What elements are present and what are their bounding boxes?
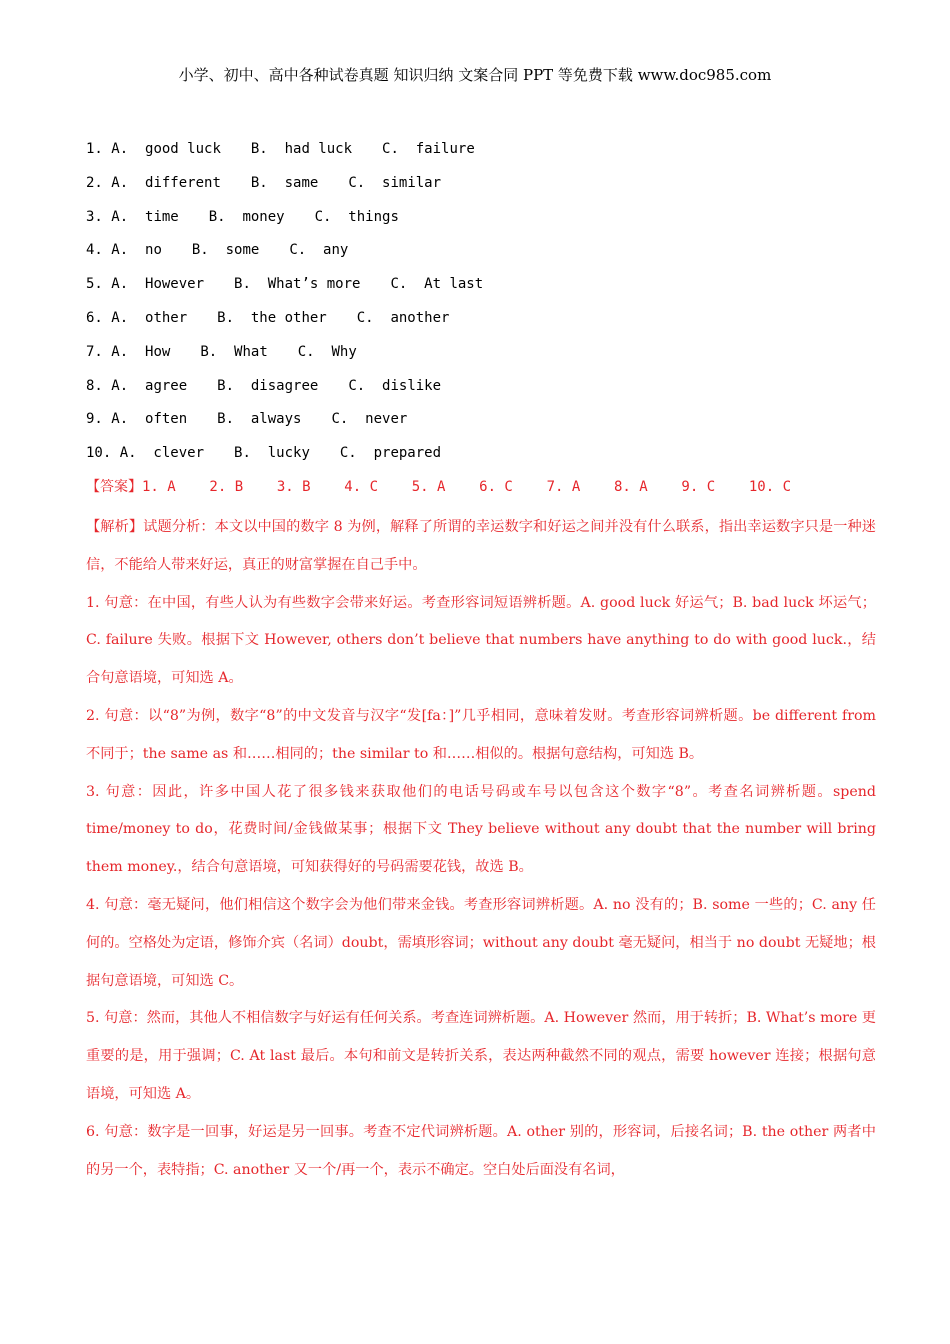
question-list — [86, 137, 876, 475]
option-b: B. What — [200, 343, 268, 360]
question-line — [86, 340, 876, 374]
question-line — [86, 374, 876, 408]
question-number: 6. — [86, 309, 112, 326]
option-a: A. different — [111, 174, 221, 191]
question-line — [86, 137, 876, 171]
option-a: A. agree — [111, 377, 188, 394]
answer-line: 【答案】1. A 2. B 3. B 4. C 5. A 6. C 7. A 8. A 9. C 10. C — [86, 478, 792, 495]
option-c: C. Why — [297, 343, 357, 360]
question-line — [86, 306, 876, 340]
option-c: C. failure — [382, 141, 475, 157]
option-a: A. However — [111, 276, 205, 293]
option-b: B. What’s more — [234, 276, 361, 293]
option-c: C. things — [314, 208, 399, 225]
option-c: C. never — [331, 411, 408, 428]
option-b: B. the other — [217, 309, 327, 326]
question-line — [86, 407, 876, 441]
question-number: 7. — [86, 343, 112, 360]
option-b: B. money — [208, 208, 285, 225]
question-line — [86, 441, 876, 475]
page-header: 小学、初中、高中各种试卷真题 知识归纳 文案合同 PPT 等免费下载 www.doc985.com — [178, 66, 772, 84]
option-b: B. same — [250, 174, 319, 191]
question-number: 10. — [86, 445, 120, 462]
option-b: B. some — [191, 242, 260, 259]
question-line — [86, 205, 876, 239]
explanation-list — [86, 585, 876, 1190]
explanation-paragraph: 1. 句意：在中国，有些人认为有些数字会带来好运。考查形容词短语辨析题。A. good luck 好运气；B. bad luck 坏运气；C. failure 失败。根据下文 However, others don’t believe that numbers have anything to do with good luck.，结合句意语境，可知选 A。 — [86, 594, 876, 687]
analysis-paragraph: 【解析】试题分析：本文以中国的数字 8 为例，解释了所谓的幸运数字和好运之间并没有什么联系，指出幸运数字只是一种迷信，不能给人带来好运，真正的财富掌握在自己手中。 — [86, 518, 876, 573]
question-number: 1. — [86, 141, 112, 157]
question-number: 5. — [86, 276, 112, 293]
option-a: A. time — [111, 208, 179, 225]
explanation-paragraph: 5. 句意：然而，其他人不相信数字与好运有任何关系。考查连词辨析题。A. However 然而，用于转折；B. What’s more 更重要的是，用于强调；C. At last 最后。本句和前文是转折关系，表达两种截然不同的观点，需要 however 连接；根据句意语境，可知选 A。 — [86, 1010, 876, 1102]
question-number: 4. — [86, 242, 112, 259]
option-c: C. At last — [390, 276, 484, 293]
document-body — [86, 137, 876, 1189]
option-a: A. other — [111, 309, 188, 326]
explanation-paragraph: 4. 句意：毫无疑问，他们相信这个数字会为他们带来金钱。考查形容词辨析题。A. no 没有的；B. some 一些的；C. any 任何的。空格处为定语，修饰介宾（名词）doubt，需填形容词；without any doubt 毫无疑问，相当于 no doubt 无疑地；根据句意语境，可知选 C。 — [86, 896, 876, 989]
option-a: A. often — [111, 411, 188, 428]
option-b: B. disagree — [217, 377, 319, 394]
option-c: C. dislike — [348, 377, 442, 394]
option-b: B. had luck — [250, 141, 353, 157]
option-a: A. How — [111, 343, 171, 360]
option-a: A. clever — [119, 445, 205, 462]
option-b: B. lucky — [234, 445, 310, 462]
question-number: 8. — [86, 377, 112, 394]
question-line — [86, 171, 876, 205]
option-b: B. always — [217, 411, 302, 428]
option-a: A. good luck — [111, 141, 221, 157]
question-number: 2. — [86, 174, 112, 191]
option-c: C. any — [289, 242, 349, 259]
option-c: C. similar — [348, 174, 442, 191]
question-line — [86, 272, 876, 306]
explanation-paragraph: 2. 句意：以“8”为例，数字“8”的中文发音与汉字“发[fa：]”几乎相同，意味着发财。考查形容词辨析题。be different from 不同于；the same as 和……相同的；the similar to 和……相似的。根据句意结构，可知选 B。 — [86, 707, 876, 762]
question-line — [86, 238, 876, 272]
question-number: 3. — [86, 208, 112, 225]
question-number: 9. — [86, 411, 112, 428]
explanation-paragraph: 6. 句意：数字是一回事，好运是另一回事。考查不定代词辨析题。A. other 别的，形容词，后接名词；B. the other 两者中的另一个，表特指；C. another 又一个/再一个，表示不确定。空白处后面没有名词， — [86, 1123, 876, 1178]
option-c: C. prepared — [339, 445, 442, 462]
option-a: A. no — [111, 242, 162, 259]
option-c: C. another — [356, 309, 450, 326]
explanation-paragraph: 3. 句意：因此，许多中国人花了很多钱来获取他们的电话号码或车号以包含这个数字“8”。考查名词辨析题。spend time/money to do，花费时间/金钱做某事；根据下文 They believe without any doubt that the number will bring them money.，结合句意语境，可知获得好的号码需要花钱，故选 B。 — [86, 783, 876, 876]
